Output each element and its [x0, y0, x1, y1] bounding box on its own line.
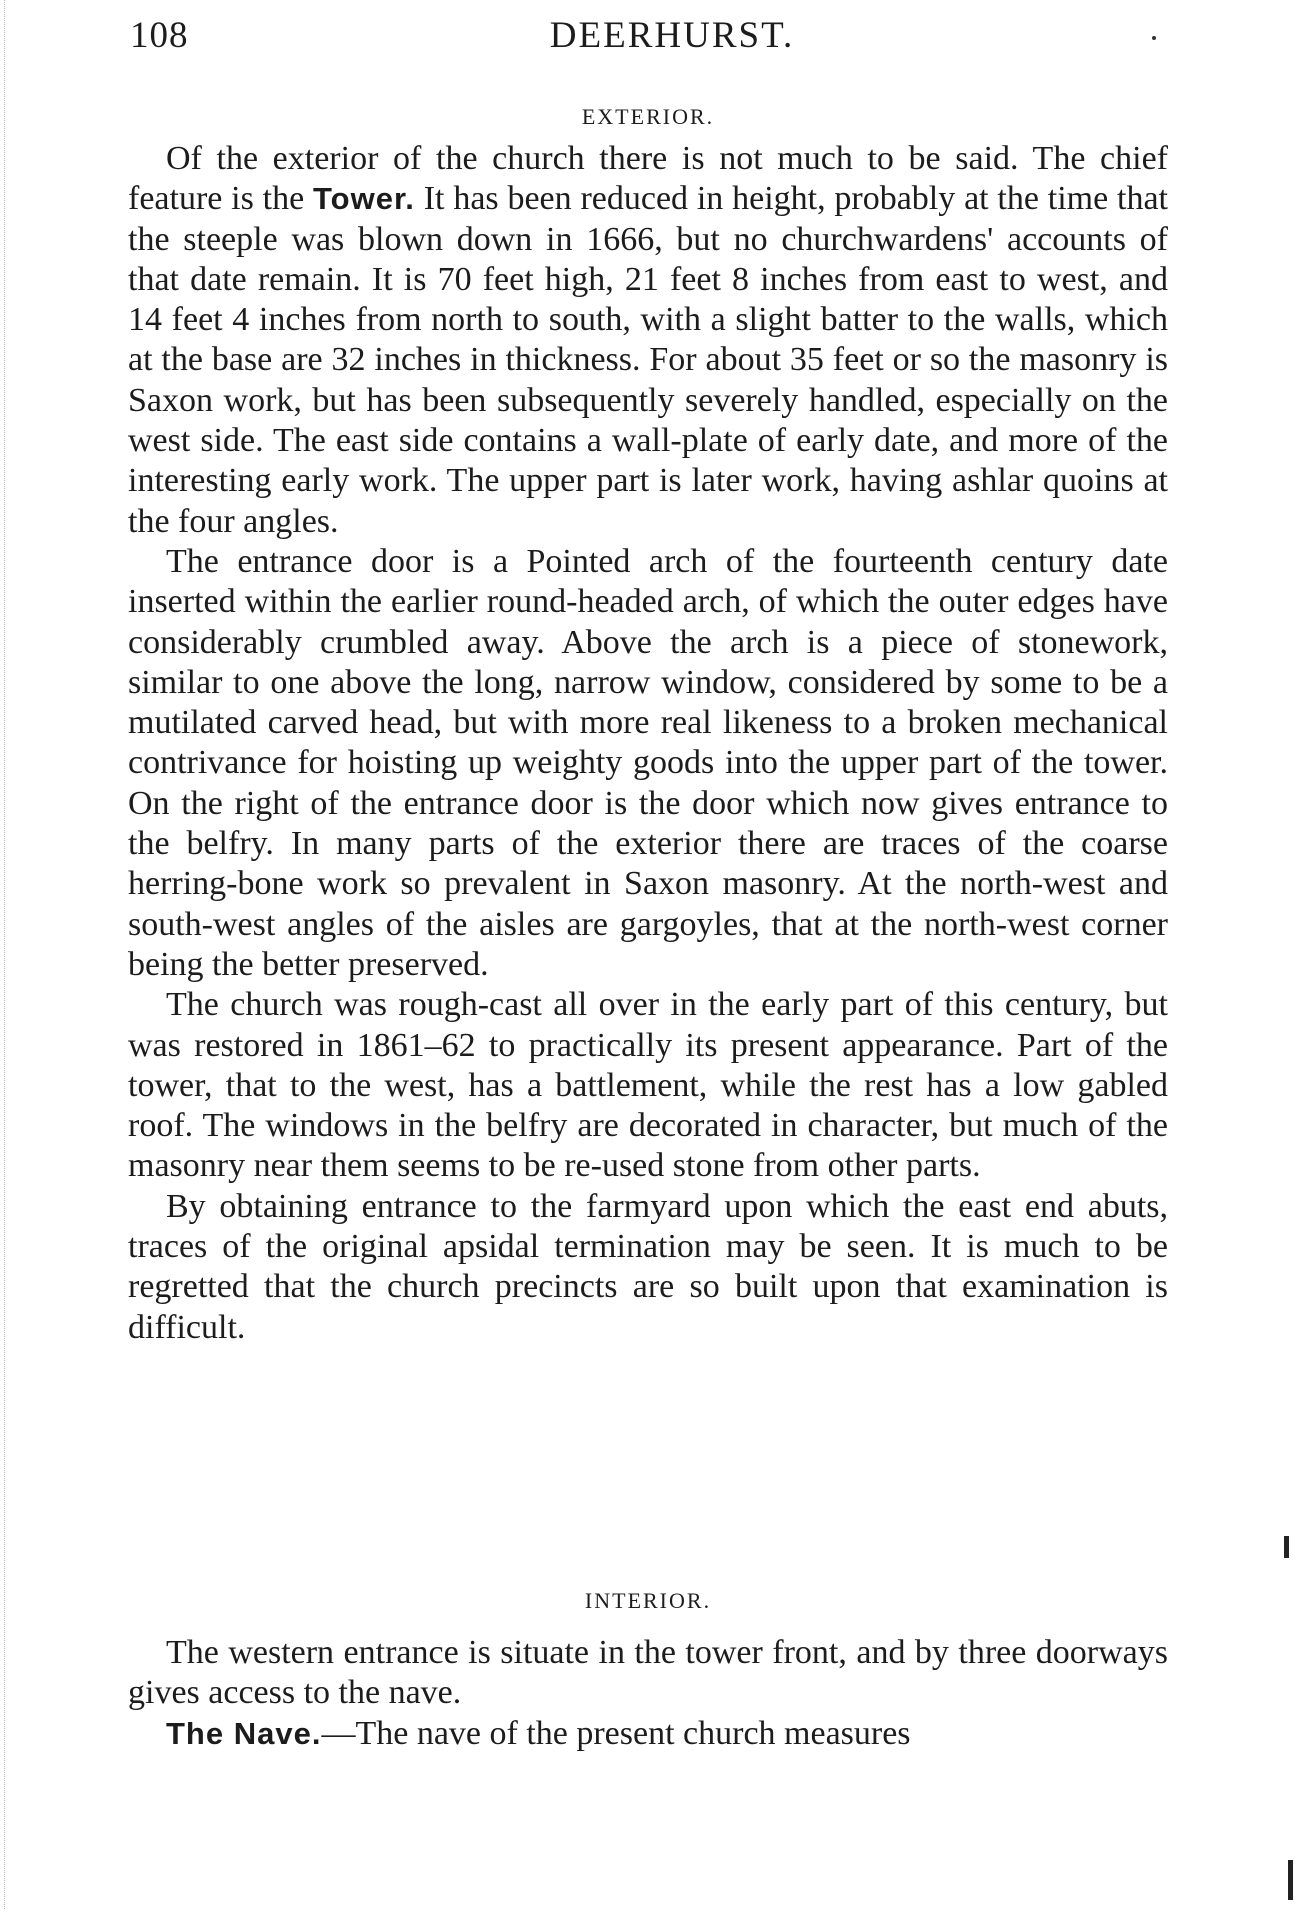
paragraph-nave-rest: —The nave of the present church measures [321, 1714, 911, 1752]
interior-text-block [128, 1633, 1168, 1754]
paragraph-tower-rest: It has been reduced in height, probably at the time that the steeple was blown down in 1666, but no churchwardens' accounts of that date remain. It is 70 feet high, 21 feet 8 inches from east to west, and 14 feet 4 inches from north to south, with a slight batter to the walls, which at the base are 32 inches in thickness. For about 35 feet or so the masonry is Saxon work, but has been subsequently severely handled, especially on the west side. The east side contains a wall-plate of early date, and more of the interesting early work. The upper part is later work, having ashlar quoins at the four angles. [128, 180, 1168, 540]
page-edge [4, 0, 6, 1909]
margin-mark-bottom [1288, 1860, 1293, 1900]
term-tower: Tower. [313, 181, 415, 217]
paragraph-tower [128, 139, 1168, 542]
exterior-text-block [128, 139, 1168, 1348]
paragraph-nave [128, 1714, 1168, 1754]
term-nave: The Nave. [166, 1715, 322, 1751]
paragraph-apse: By obtaining entrance to the farmyard upon which the east end abuts, traces of the original apsidal termination may be seen. It is much to be regretted that the church precincts are so built upon that examination is difficult. [128, 1187, 1168, 1346]
paragraph-tower-lead: Of the exterior of the church there is not much to be said. The chief feature is the [128, 140, 1168, 218]
paragraph-western-entrance: The western entrance is situate in the tower front, and by three doorways gives access to the nave. [128, 1634, 1168, 1712]
margin-mark [1284, 1536, 1289, 1558]
paragraph-entrance-door: The entrance door is a Pointed arch of the fourteenth century date inserted within the earlier round-headed arch, of which the outer edges have considerably crumbled away. Above the arch is a piece of stonework, similar to one above the long, narrow window, considered by some to be a mutilated carved head, but with more real likeness to a broken mechanical contrivance for hoisting up weighty goods into the upper part of the tower. On the right of the entrance door is the door which now gives entrance to the belfry. In many parts of the exterior there are traces of the coarse herring-bone work so prevalent in Saxon masonry. At the north-west and south-west angles of the aisles are gargoyles, that at the north-west corner being the better preserved. [128, 542, 1168, 983]
paragraph-restoration: The church was rough-cast all over in the early part of this century, but was restored in 1861–62 to practically its present appearance. Part of the tower, that to the west, has a battlement, while the rest has a low gabled roof. The windows in the belfry are decorated in character, but much of the masonry near them seems to be re-used stone from other parts. [128, 986, 1168, 1185]
print-speck [1152, 36, 1156, 40]
section-heading-exterior: EXTERIOR. [581, 104, 715, 129]
section-heading-interior: INTERIOR. [584, 1588, 712, 1613]
running-head: DEERHURST. [549, 15, 795, 56]
page-number: 108 [130, 15, 189, 56]
